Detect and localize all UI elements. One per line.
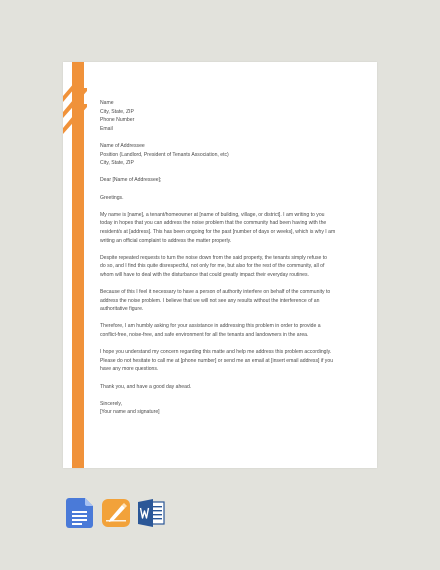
sender-name: Name xyxy=(100,100,114,106)
diagonal-stripes-decoration xyxy=(63,82,87,142)
paragraph-5: I hope you understand my concern regarding this matte and help me address this problem accordingly. Please do not hesitate to call me at [phone number] or send me an email at [insert email address] if you have any more questions. xyxy=(100,349,334,373)
letter-body xyxy=(100,99,352,426)
sender-city-state-zip: City, State, ZIP xyxy=(100,108,134,115)
paragraph-4: Therefore, I am humbly asking for your assistance in addressing this problem in order to provide a conflict-free, noise-free, and safe environment for all the tenants and landowners in the area. xyxy=(100,323,321,339)
sender-block xyxy=(100,99,352,133)
paragraph-2: Despite repeated requests to turn the noise down from the said property, the tenants simply refuse to do so, and I find this quite disrespectful, not only for me, but also for the rest of the community, all of whom will have to deal with the disturbance that could greatly impact their everyday routines. xyxy=(100,254,327,278)
paragraph-6: Thank you, and have a good day ahead. xyxy=(100,383,192,390)
sender-email: Email xyxy=(100,125,113,132)
letter-page xyxy=(63,62,377,468)
greeting: Greetings. xyxy=(100,194,124,201)
closing-block xyxy=(100,400,352,417)
microsoft-word-icon[interactable] xyxy=(138,498,166,528)
apple-pages-icon[interactable] xyxy=(102,498,130,528)
signature-placeholder: [Your name and signature] xyxy=(100,409,160,416)
paragraph-1: My name is [name], a tenant/homeowner at [name of building, village, or district]. I am writing to you today in hopes that you can address the noise problem that the community had been having with the resident/s at [address]. This has been ongoing for the past [number of days or weeks], which is why I am writing an official complaint to address the matter properly. xyxy=(100,211,336,244)
paragraph-3: Because of this I feel it necessary to have a person of authority interfere on behalf of the community to address the noise problem. I believe that we will not see any results without the interference of an authoritative figure. xyxy=(100,289,331,313)
recipient-block xyxy=(100,142,352,168)
recipient-position: Position (Landlord, President of Tenants Association, etc) xyxy=(100,151,229,158)
sender-phone: Phone Number xyxy=(100,117,135,124)
salutation: Dear [Name of Addressee]; xyxy=(100,177,162,184)
google-docs-icon[interactable] xyxy=(66,498,94,528)
sign-off: Sincerely, xyxy=(100,400,122,407)
recipient-name: Name of Addressee xyxy=(100,142,145,149)
recipient-city-state-zip: City, State, ZIP xyxy=(100,160,134,167)
